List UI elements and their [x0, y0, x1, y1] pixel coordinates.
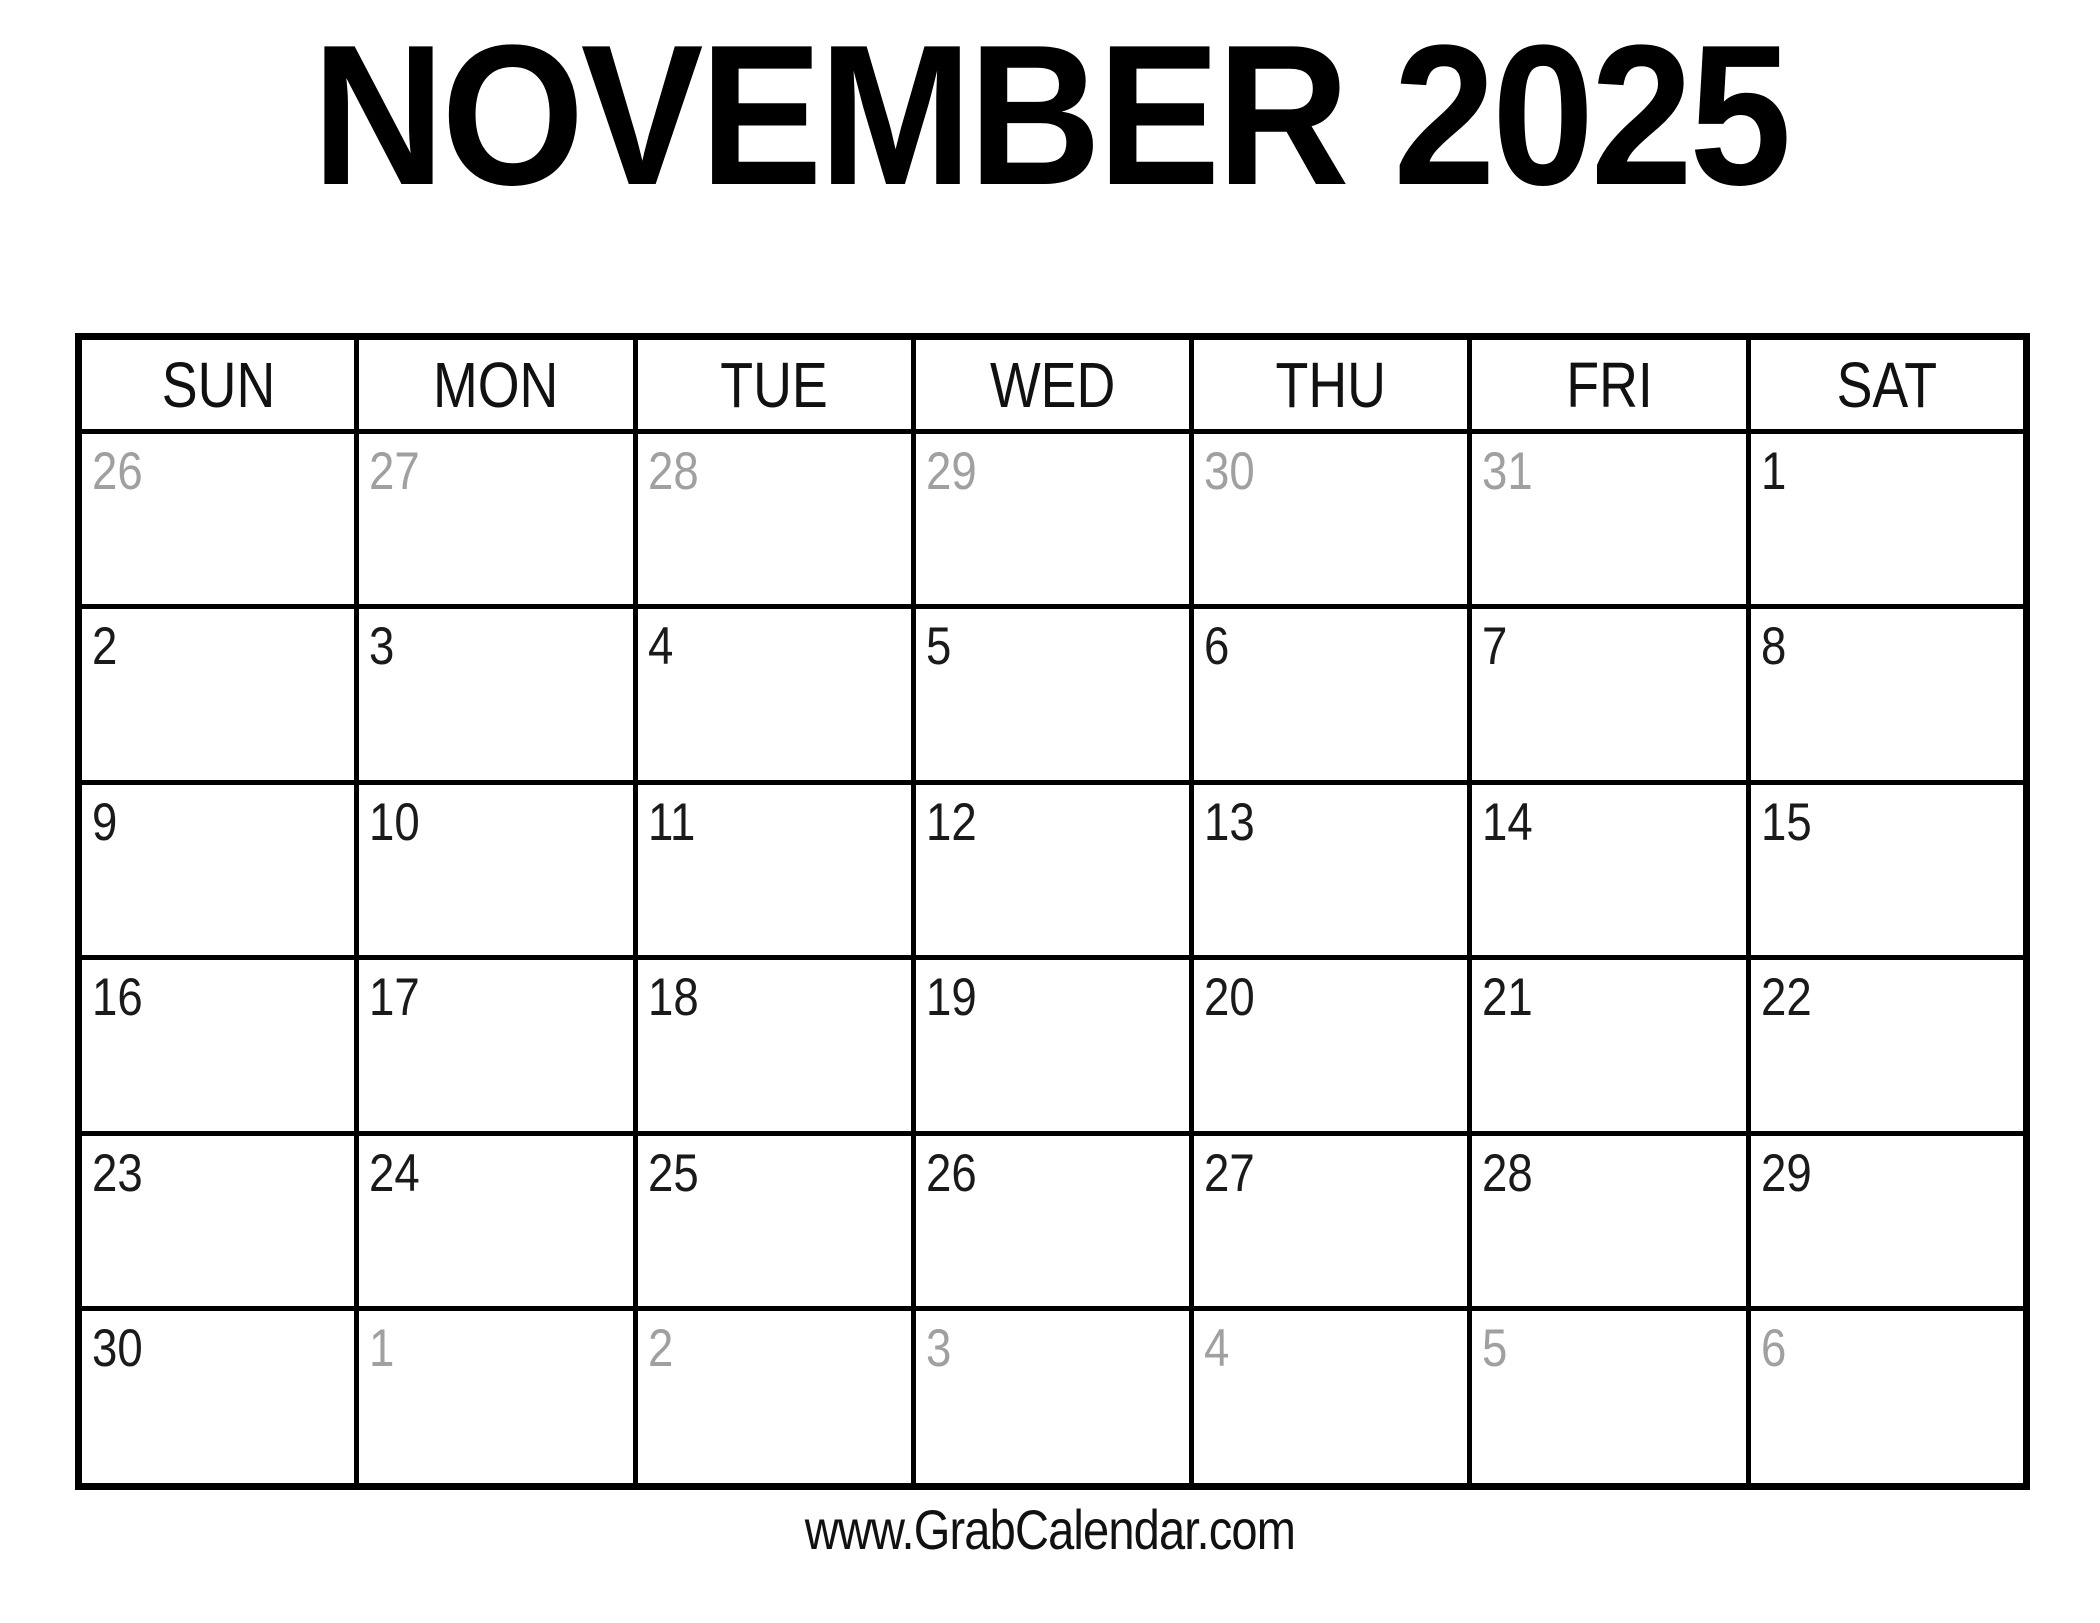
- day-number: 12: [925, 792, 977, 852]
- calendar-day-cell: [1748, 1133, 2026, 1308]
- day-number: 26: [92, 442, 143, 501]
- calendar-day-cell: [357, 432, 635, 607]
- day-number: 24: [369, 1143, 420, 1203]
- day-number: 2: [92, 617, 118, 677]
- day-number: 4: [1204, 1319, 1230, 1379]
- weekday-header-sat: [1748, 337, 2026, 432]
- day-number: 1: [1760, 442, 1787, 501]
- day-number: 29: [925, 442, 977, 501]
- weekday-header-fri: [1470, 337, 1748, 432]
- day-number: 18: [647, 968, 699, 1028]
- day-number: 4: [647, 617, 673, 677]
- calendar-week-row: [79, 607, 2027, 782]
- day-number: 9: [92, 792, 118, 852]
- day-number: 7: [1482, 617, 1508, 677]
- calendar-day-cell: [357, 782, 635, 957]
- calendar-day-cell: [357, 607, 635, 782]
- calendar-day-cell: [1748, 958, 2026, 1133]
- calendar-day-cell: [1748, 1309, 2026, 1487]
- calendar-table: [75, 333, 2030, 1490]
- day-number: 30: [92, 1319, 143, 1379]
- calendar-day-cell: [79, 1133, 357, 1308]
- day-number: 29: [1760, 1143, 1812, 1203]
- calendar-day-cell: [635, 432, 913, 607]
- weekday-label: TUE: [720, 348, 828, 421]
- weekday-label: WED: [989, 348, 1116, 421]
- weekday-header-tue: [635, 337, 913, 432]
- calendar-day-cell: [913, 782, 1191, 957]
- day-number: 17: [369, 968, 420, 1028]
- day-number: 14: [1482, 792, 1534, 852]
- day-number: 8: [1760, 617, 1787, 677]
- calendar-day-cell: [79, 782, 357, 957]
- calendar-day-cell: [913, 958, 1191, 1133]
- day-number: 28: [1482, 1143, 1534, 1203]
- day-number: 3: [369, 617, 395, 677]
- calendar-week-row: [79, 1133, 2027, 1308]
- day-number: 3: [925, 1319, 952, 1379]
- calendar-day-cell: [1470, 958, 1748, 1133]
- calendar-day-cell: [79, 432, 357, 607]
- weekday-label: THU: [1275, 348, 1387, 421]
- calendar-day-cell: [635, 1133, 913, 1308]
- day-number: 10: [369, 792, 420, 852]
- day-number: 5: [1482, 1319, 1508, 1379]
- day-number: 26: [925, 1143, 977, 1203]
- calendar-day-cell: [913, 1309, 1191, 1487]
- day-number: 2: [647, 1319, 673, 1379]
- calendar-day-cell: [635, 958, 913, 1133]
- calendar-day-cell: [635, 1309, 913, 1487]
- day-number: 1: [369, 1319, 395, 1379]
- calendar-day-cell: [913, 432, 1191, 607]
- day-number: 13: [1204, 792, 1255, 852]
- calendar-day-cell: [79, 607, 357, 782]
- weekday-label: FRI: [1565, 348, 1653, 421]
- calendar-day-cell: [1470, 1133, 1748, 1308]
- day-number: 15: [1760, 792, 1812, 852]
- calendar-day-cell: [1748, 432, 2026, 607]
- calendar-day-cell: [79, 1309, 357, 1487]
- day-number: 31: [1482, 442, 1534, 501]
- calendar-week-row: [79, 432, 2027, 607]
- day-number: 30: [1204, 442, 1255, 501]
- calendar-day-cell: [1192, 782, 1470, 957]
- calendar-day-cell: [79, 958, 357, 1133]
- calendar-day-cell: [1748, 607, 2026, 782]
- day-number: 21: [1482, 968, 1534, 1028]
- day-number: 6: [1760, 1319, 1787, 1379]
- calendar-day-cell: [1470, 1309, 1748, 1487]
- calendar-day-cell: [635, 782, 913, 957]
- weekday-label: SAT: [1836, 348, 1938, 421]
- page-title: NOVEMBER 2025: [312, 4, 1788, 227]
- weekday-header-wed: [913, 337, 1191, 432]
- calendar-day-cell: [1470, 607, 1748, 782]
- weekday-header-sun: [79, 337, 357, 432]
- calendar-day-cell: [635, 607, 913, 782]
- footer-url: [0, 1497, 2100, 1562]
- calendar-day-cell: [1470, 782, 1748, 957]
- day-number: 11: [647, 792, 695, 852]
- calendar-day-cell: [1192, 607, 1470, 782]
- day-number: 22: [1760, 968, 1812, 1028]
- day-number: 23: [92, 1143, 143, 1203]
- calendar-week-row: [79, 958, 2027, 1133]
- day-number: 5: [925, 617, 952, 677]
- calendar-week-row: [79, 1309, 2027, 1487]
- footer-url-text: www.GrabCalendar.com: [804, 1498, 1296, 1561]
- weekday-label: MON: [433, 348, 559, 421]
- calendar-day-cell: [1748, 782, 2026, 957]
- calendar-day-cell: [1192, 958, 1470, 1133]
- calendar-week-row: [79, 782, 2027, 957]
- calendar-day-cell: [913, 1133, 1191, 1308]
- day-number: 20: [1204, 968, 1255, 1028]
- calendar-day-cell: [1470, 432, 1748, 607]
- day-number: 25: [647, 1143, 699, 1203]
- calendar-day-cell: [1192, 1309, 1470, 1487]
- day-number: 19: [925, 968, 977, 1028]
- day-number: 16: [92, 968, 143, 1028]
- calendar-day-cell: [357, 1133, 635, 1308]
- weekday-header-thu: [1192, 337, 1470, 432]
- calendar-day-cell: [357, 958, 635, 1133]
- calendar-day-cell: [1192, 1133, 1470, 1308]
- calendar-day-cell: [1192, 432, 1470, 607]
- day-number: 28: [647, 442, 699, 501]
- weekday-header-mon: [357, 337, 635, 432]
- weekday-header-row: [79, 337, 2027, 432]
- calendar-day-cell: [357, 1309, 635, 1487]
- day-number: 27: [1204, 1143, 1255, 1203]
- weekday-label: SUN: [161, 348, 275, 421]
- day-number: 27: [369, 442, 420, 501]
- day-number: 6: [1204, 617, 1230, 677]
- calendar-day-cell: [913, 607, 1191, 782]
